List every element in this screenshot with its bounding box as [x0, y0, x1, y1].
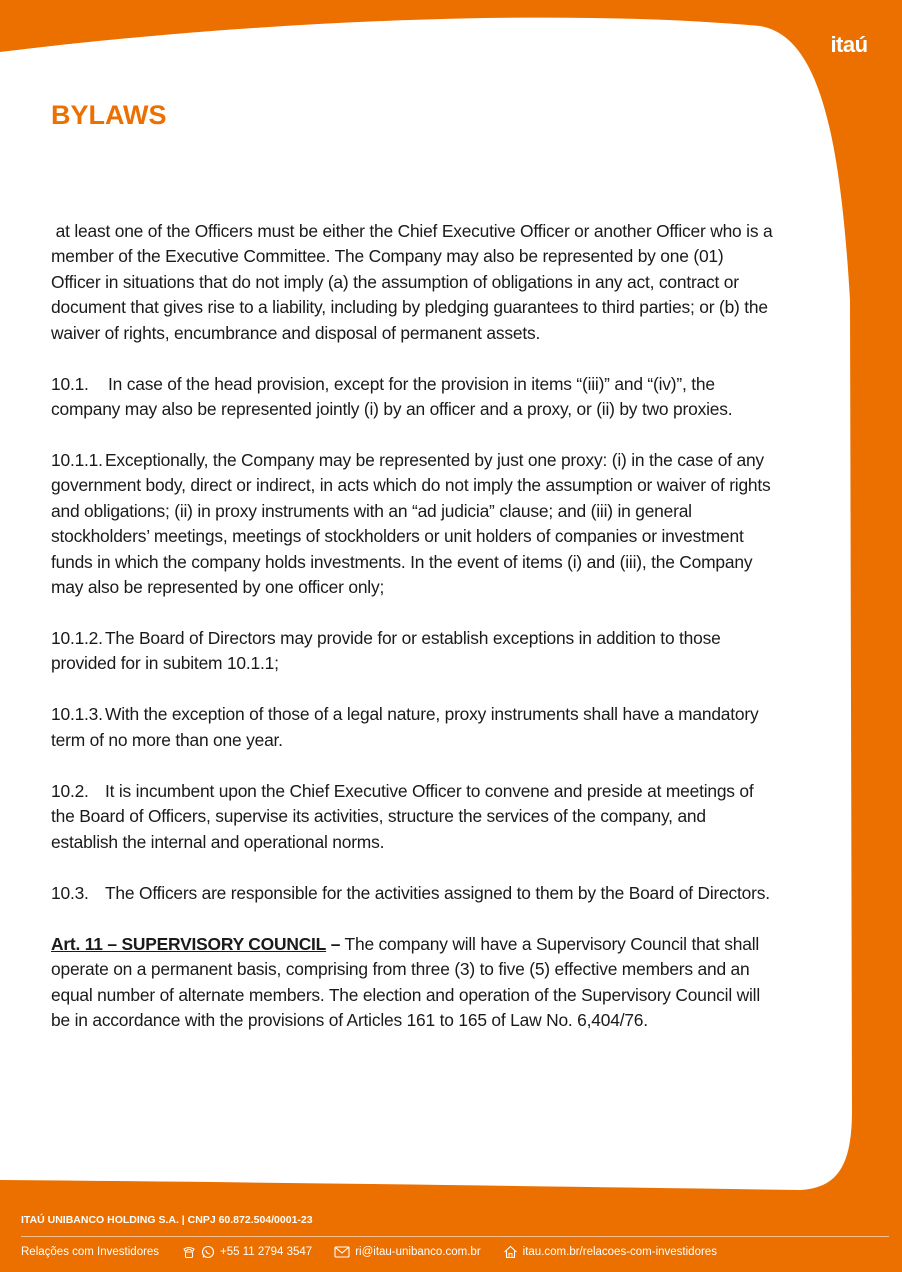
- paragraph-10-1-3: [51, 702, 776, 753]
- clause-number: 10.3.: [51, 882, 89, 903]
- document-body: [51, 219, 776, 1059]
- paragraph-10-2: [51, 779, 776, 855]
- footer-divider: [21, 1236, 889, 1237]
- whatsapp-icon: [201, 1245, 215, 1259]
- clause-text: It is incumbent upon the Chief Executive Officer to convene and preside at meetings of the Board of Officers, supervise its activities, structure the services of the company, and establish the internal and operational norms.: [51, 780, 754, 852]
- footer-company: ITAÚ UNIBANCO HOLDING S.A. | CNPJ 60.872.504/0001-23: [21, 1214, 313, 1226]
- clause-text: Exceptionally, the Company may be represented by just one proxy: (i) in the case of any government body, direct or indirect, in acts which do not imply the assumption or waiver of rights and obligations; (ii) in proxy instruments with an “ad judicia” clause; and (iii) in general stockholders’ meetings, meetings of stockholders or unit holders of companies or investment funds in which the company holds investments. In the event of items (i) and (iii), the Company may also be represented by one officer only;: [51, 450, 771, 598]
- clause-number: 10.1.1.: [51, 450, 103, 471]
- page-title: BYLAWS: [51, 100, 167, 130]
- paragraph-intro-text: at least one of the Officers must be either the Chief Executive Officer or another Officer who is a member of the Executive Committee. The Company may also be represented by one (01) Officer in situations that do not imply (a) the assumption of obligations in any act, contract or document that gives rise to a liability, including by pledging guarantees to third parties; or (b) the waiver of rights, encumbrance and disposal of permanent assets.: [51, 221, 773, 343]
- clause-number: 10.1.: [51, 373, 89, 394]
- clause-text: With the exception of those of a legal nature, proxy instruments shall have a mandatory term of no more than one year.: [51, 704, 759, 750]
- website-url: itau.com.br/relacoes-com-investidores: [522, 1246, 717, 1258]
- paragraph-10-3: [51, 881, 776, 906]
- paragraph-10-1-2: [51, 626, 776, 677]
- paragraph-10-1: [51, 372, 776, 423]
- clause-text: The Board of Directors may provide for or establish exceptions in addition to those provided for in subitem 10.1.1;: [51, 628, 721, 674]
- phone-number: +55 11 2794 3547: [220, 1246, 313, 1258]
- clause-text: The Officers are responsible for the activities assigned to them by the Board of Directors.: [105, 882, 770, 903]
- email-contact[interactable]: [334, 1246, 480, 1258]
- phone-contact[interactable]: [182, 1245, 312, 1259]
- article-text: The company will have a Supervisory Council that shall operate on a permanent basis, comprising from three (3) to five (5) effective members and an equal number of alternate members. The election and operation of the Supervisory Council will be in accordance with the provisions of Articles 161 to 165 of Law No. 6,404/76.: [51, 933, 760, 1030]
- investor-relations-label: Relações com Investidores: [21, 1246, 160, 1258]
- email-icon: [334, 1246, 350, 1258]
- footer-contacts: [21, 1245, 891, 1259]
- email-address: ri@itau-unibanco.com.br: [355, 1246, 481, 1258]
- paragraph-intro: [51, 219, 776, 346]
- telephone-icon: [182, 1246, 196, 1259]
- article-heading: Art. 11 – SUPERVISORY COUNCIL: [51, 933, 327, 954]
- article-11: [51, 932, 776, 1034]
- home-icon: [503, 1245, 518, 1259]
- itau-logo: itaú: [818, 16, 880, 74]
- clause-number: 10.1.2.: [51, 628, 103, 649]
- article-dash: –: [330, 933, 341, 954]
- clause-number: 10.1.3.: [51, 704, 103, 725]
- website-contact[interactable]: [503, 1245, 717, 1259]
- clause-text: In case of the head provision, except for the provision in items “(iii)” and “(iv)”, the company may also be represented jointly (i) by an officer and a proxy, or (ii) by two proxies.: [51, 373, 733, 420]
- paragraph-10-1-1: [51, 448, 776, 600]
- clause-number: 10.2.: [51, 780, 89, 801]
